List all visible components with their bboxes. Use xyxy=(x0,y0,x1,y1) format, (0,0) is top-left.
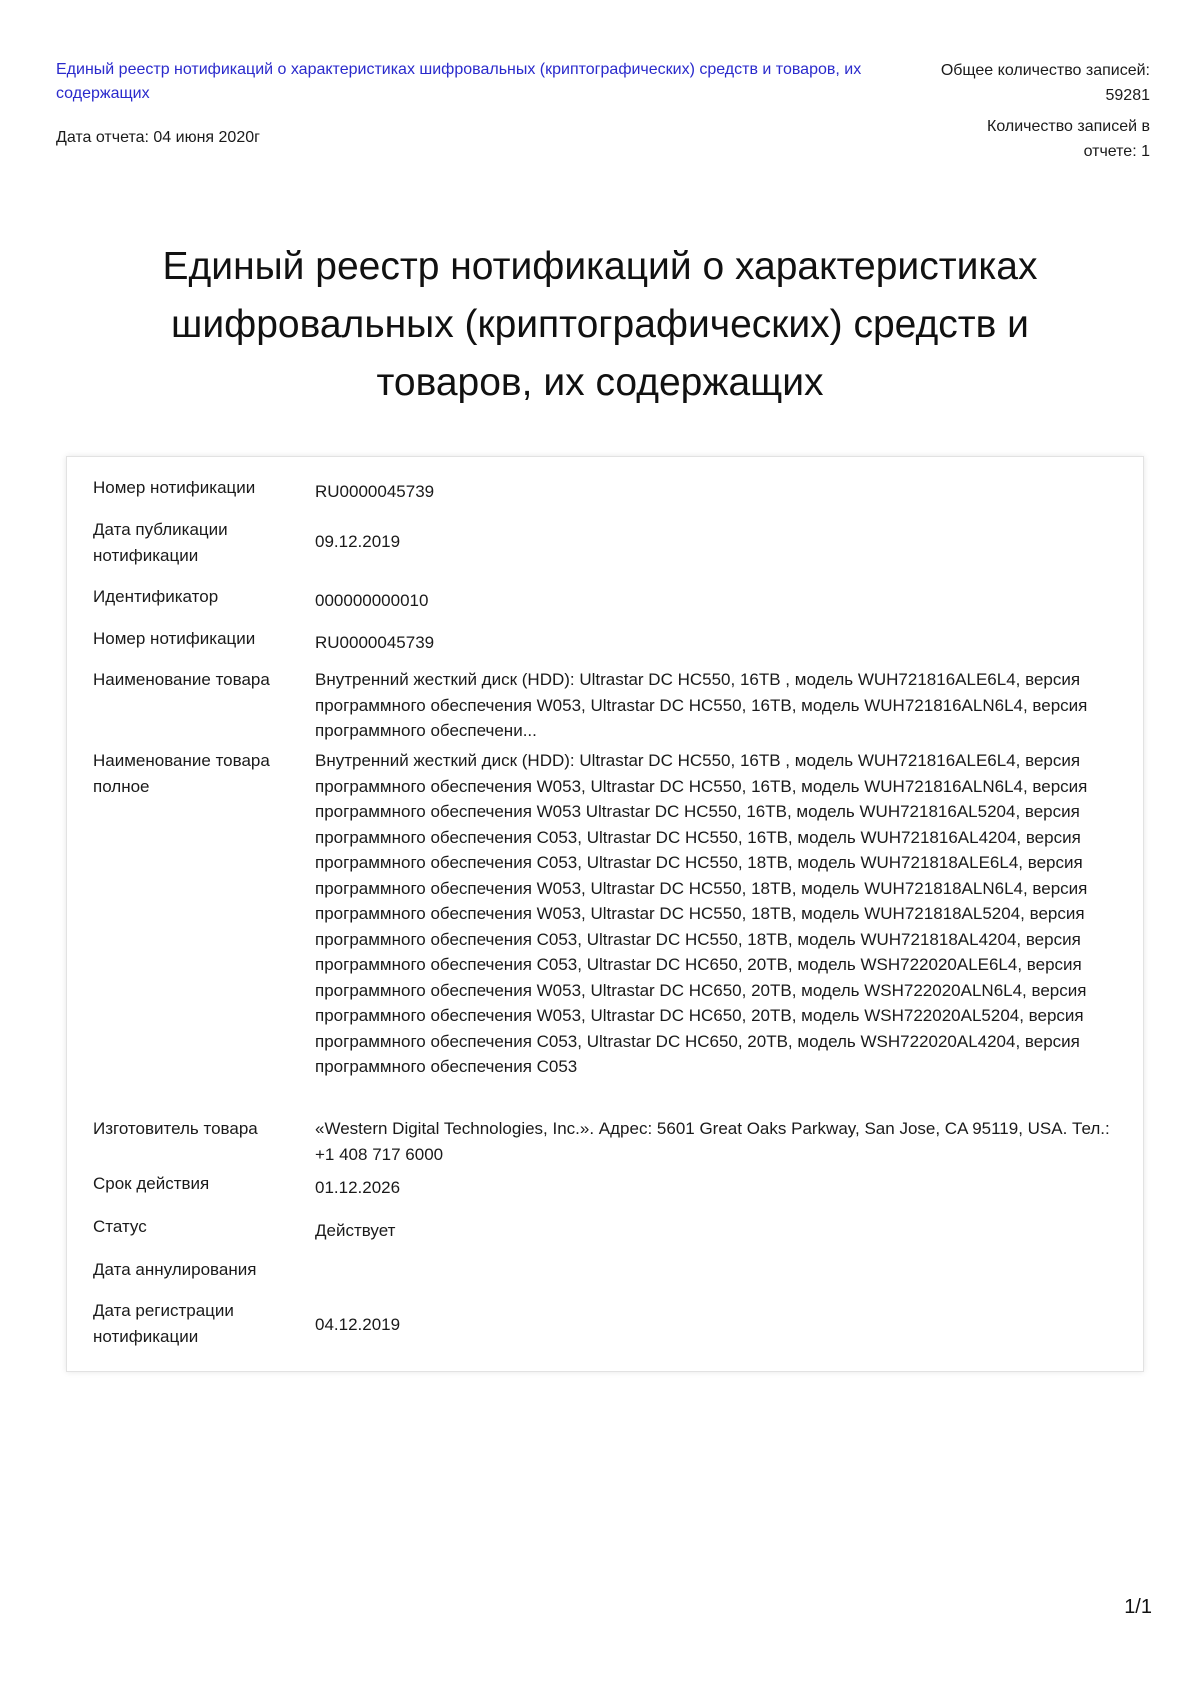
report-records-value: отчете: 1 xyxy=(1083,143,1150,160)
report-records xyxy=(890,114,1150,164)
report-records-label: Количество записей в xyxy=(987,118,1150,135)
validity-value: 01.12.2026 xyxy=(315,1178,401,1197)
registry-link[interactable]: Единый реестр нотификаций о характеристиках шифровальных (криптографических) средств и товаров, их содержащих xyxy=(56,61,862,102)
manufacturer-label: Изготовитель товара xyxy=(93,1119,258,1138)
annulment-date-label: Дата аннулирования xyxy=(93,1260,257,1279)
product-full-name-value: Внутренний жесткий диск (HDD): Ultrastar DC HC550, 16TB , модель WUH721816ALE6L4, версия программного обеспечения W053, Ultrastar DC HC550, 16TB, модель WUH721816ALN6L4, версия программного обеспечения W053 Ultrastar DC HC550, 16TB, модель WUH721816AL5204, версия программного обеспечения C053, Ultrastar DC HC550, 16TB, модель WUH721816AL4204, версия программного обеспечения C053, Ultrastar DC HC550, 18TB, модель WUH721818ALE6L4, версия программного обеспечения W053, Ultrastar DC HC550, 18TB, модель WUH721818ALN6L4, версия программного обеспечения W053, Ultrastar DC HC550, 18TB, модель WUH721818AL5204, версия программного обеспечения C053, Ultrastar DC HC550, 18TB, модель WUH721818AL4204, версия программного обеспечения C053, Ultrastar DC HC650, 20TB, модель WSH722020ALE6L4, версия программного обеспечения W053, Ultrastar DC HC650, 20TB, модель WSH722020ALN6L4, версия программного обеспечения W053, Ultrastar DC HC650, 20TB, модель WSH722020AL5204, версия программного обеспечения C053, Ultrastar DC HC650, 20TB, модель WSH722020AL4204, версия программного обеспечения C053 xyxy=(315,751,1088,1076)
product-name-value: Внутренний жесткий диск (HDD): Ultrastar DC HC550, 16TB , модель WUH721816ALE6L4, версия программного обеспечения W053, Ultrastar DC HC550, 16TB, модель WUH721816ALN6L4, версия программного обеспечени... xyxy=(315,670,1088,740)
product-name-label: Наименование товара xyxy=(93,670,270,689)
identifier-label: Идентификатор xyxy=(93,587,219,606)
notification-number-label: Номер нотификации xyxy=(93,478,256,497)
total-records-value: 59281 xyxy=(1105,87,1150,104)
publication-date-value: 09.12.2019 xyxy=(315,532,401,551)
record-counts xyxy=(890,58,1150,164)
total-records-label: Общее количество записей: xyxy=(940,62,1150,79)
report-date: Дата отчета: 04 июня 2020г xyxy=(56,129,260,146)
status-value: Действует xyxy=(315,1221,396,1240)
page-title: Единый реестр нотификаций о характеристиках шифровальных (криптографических) средств и товаров, их содержащих xyxy=(162,245,1038,404)
notification-number-2-value: RU0000045739 xyxy=(315,633,435,652)
total-records xyxy=(890,58,1150,108)
registration-date-label: Дата регистрации нотификации xyxy=(93,1301,234,1346)
manufacturer-value: «Western Digital Technologies, Inc.». Адрес: 5601 Great Oaks Parkway, San Jose, CA 95119, USA. Тел.: +1 408 717 6000 xyxy=(315,1119,1110,1164)
page-number: 1/1 xyxy=(1124,1596,1152,1618)
notification-number-2-label: Номер нотификации xyxy=(93,629,256,648)
notification-number-value: RU0000045739 xyxy=(315,482,435,501)
product-full-name-label: Наименование товара полное xyxy=(93,751,270,796)
identifier-value: 000000000010 xyxy=(315,591,429,610)
registration-date-value: 04.12.2019 xyxy=(315,1315,401,1334)
notification-card xyxy=(66,456,1144,1372)
status-label: Статус xyxy=(93,1217,147,1236)
validity-label: Срок действия xyxy=(93,1174,210,1193)
publication-date-label: Дата публикации нотификации xyxy=(93,520,228,565)
